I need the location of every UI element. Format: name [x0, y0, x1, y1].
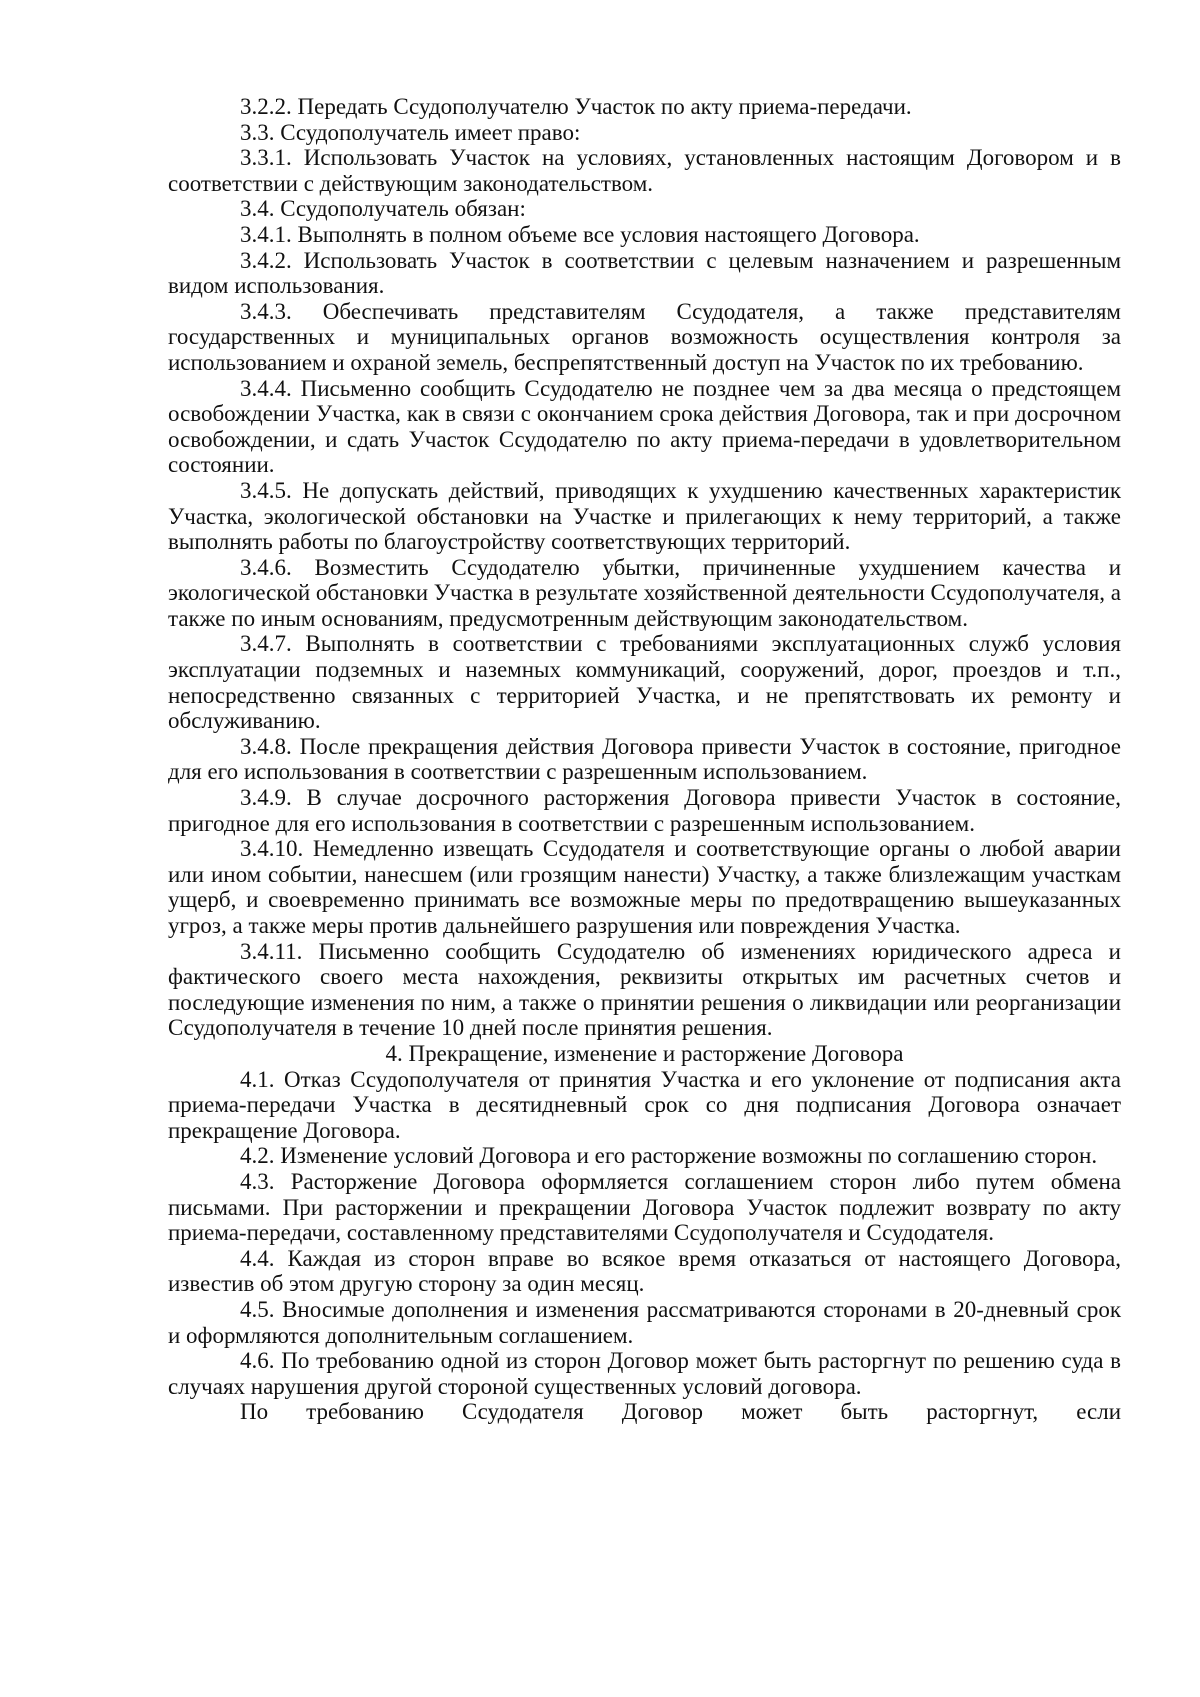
- clause-3-4-11: 3.4.11. Письменно сообщить Ссудодателю об изменениях юридического адреса и фактического своего места нахождения, реквизиты открытых им расчетных счетов и последующие изменения по ним, а также о принятии решения о ликвидации или реорганизации Ссудополучателя в течение 10 дней после принятия решения.: [168, 938, 1121, 1041]
- clause-3-4-1: 3.4.1. Выполнять в полном объеме все условия настоящего Договора.: [240, 221, 920, 247]
- clause-3-4-9: 3.4.9. В случае досрочного расторжения Договора привести Участок в состояние, пригодное для его использования в соответствии с разрешенным использованием.: [168, 785, 1121, 836]
- clause-4-5: 4.5. Вносимые дополнения и изменения рассматриваются сторонами в 20-дневный срок и оформляются дополнительным соглашением.: [168, 1296, 1121, 1348]
- clause-4-6: 4.6. По требованию одной из сторон Договор может быть расторгнут по решению суда в случаях нарушения другой стороной существенных условий договора.: [168, 1348, 1121, 1399]
- clause-4-2: 4.2. Изменение условий Договора и его расторжение возможны по соглашению сторон.: [240, 1143, 1098, 1169]
- clause-4-4: 4.4. Каждая из сторон вправе во всякое время отказаться от настоящего Договора, известив об этом другую сторону за один месяц.: [168, 1245, 1121, 1297]
- clause-3-4-10: 3.4.10. Немедленно извещать Ссудодателя и соответствующие органы о любой аварии или ином событии, нанесшем (или грозящим нанести) Участку, а также близлежащим участкам ущерб, и своевременно принимать все возможные меры по предотвращению вышеуказанных угроз, а также меры против дальнейшего разрушения или повреждения Участка.: [168, 836, 1121, 938]
- clause-4-1: 4.1. Отказ Ссудополучателя от принятия Участка и его уклонение от подписания акта приема-передачи Участка в десятидневный срок со дня подписания Договора означает прекращение Договора.: [168, 1066, 1121, 1143]
- clause-3-3-1: 3.3.1. Использовать Участок на условиях, установленных настоящим Договором и в соответствии с действующим законодательством.: [168, 145, 1121, 196]
- clause-3-4: 3.4. Ссудополучатель обязан:: [240, 196, 526, 222]
- clause-3-3: 3.3. Ссудополучатель имеет право:: [240, 119, 581, 145]
- section-heading: 4. Прекращение, изменение и расторжение Договора: [385, 1040, 904, 1066]
- clause-trailing-line: По требованию Ссудодателя Договор может быть расторгнут, если: [240, 1399, 1121, 1425]
- document-page: [168, 94, 1121, 1425]
- clause-3-4-3: 3.4.3. Обеспечивать представителям Ссудодателя, а также представителям государственных и муниципальных органов возможность осуществления контроля за использованием и охраной земель, беспрепятственный доступ на Участок по их требованию.: [168, 298, 1121, 375]
- clause-3-4-8: 3.4.8. После прекращения действия Договора привести Участок в состояние, пригодное для его использования в соответствии с разрешенным использованием.: [168, 733, 1121, 785]
- clause-3-4-4: 3.4.4. Письменно сообщить Ссудодателю не позднее чем за два месяца о предстоящем освобождении Участка, как в связи с окончанием срока действия Договора, так и при досрочном освобождении, и сдать Участок Ссудодателю по акту приема-передачи в удовлетворительном состоянии.: [168, 375, 1121, 478]
- clause-3-4-6: 3.4.6. Возместить Ссудодателю убытки, причиненные ухудшением качества и экологической обстановки Участка в результате хозяйственной деятельности Ссудополучателя, а также по иным основаниям, предусмотренным действующим законодательством.: [168, 554, 1121, 631]
- clause-3-4-7: 3.4.7. Выполнять в соответствии с требованиями эксплуатационных служб условия эксплуатации подземных и наземных коммуникаций, сооружений, дорог, проездов и т.п., непосредственно связанных с территорией Участка, и не препятствовать их ремонту и обслуживанию.: [168, 631, 1121, 734]
- clause-3-2-2: 3.2.2. Передать Ссудополучателю Участок по акту приема-передачи.: [240, 94, 912, 119]
- clause-4-3: 4.3. Расторжение Договора оформляется соглашением сторон либо путем обмена письмами. При расторжении и прекращении Договора Участок подлежит возврату по акту приема-передачи, составленному представителями Ссудополучателя и Ссудодателя.: [168, 1168, 1121, 1246]
- clause-3-4-5: 3.4.5. Не допускать действий, приводящих к ухудшению качественных характеристик Участка, экологической обстановки на Участке и прилегающих к нему территорий, а также выполнять работы по благоустройству соответствующих территорий.: [168, 477, 1121, 555]
- clause-3-4-2: 3.4.2. Использовать Участок в соответствии с целевым назначением и разрешенным видом использования.: [168, 247, 1121, 299]
